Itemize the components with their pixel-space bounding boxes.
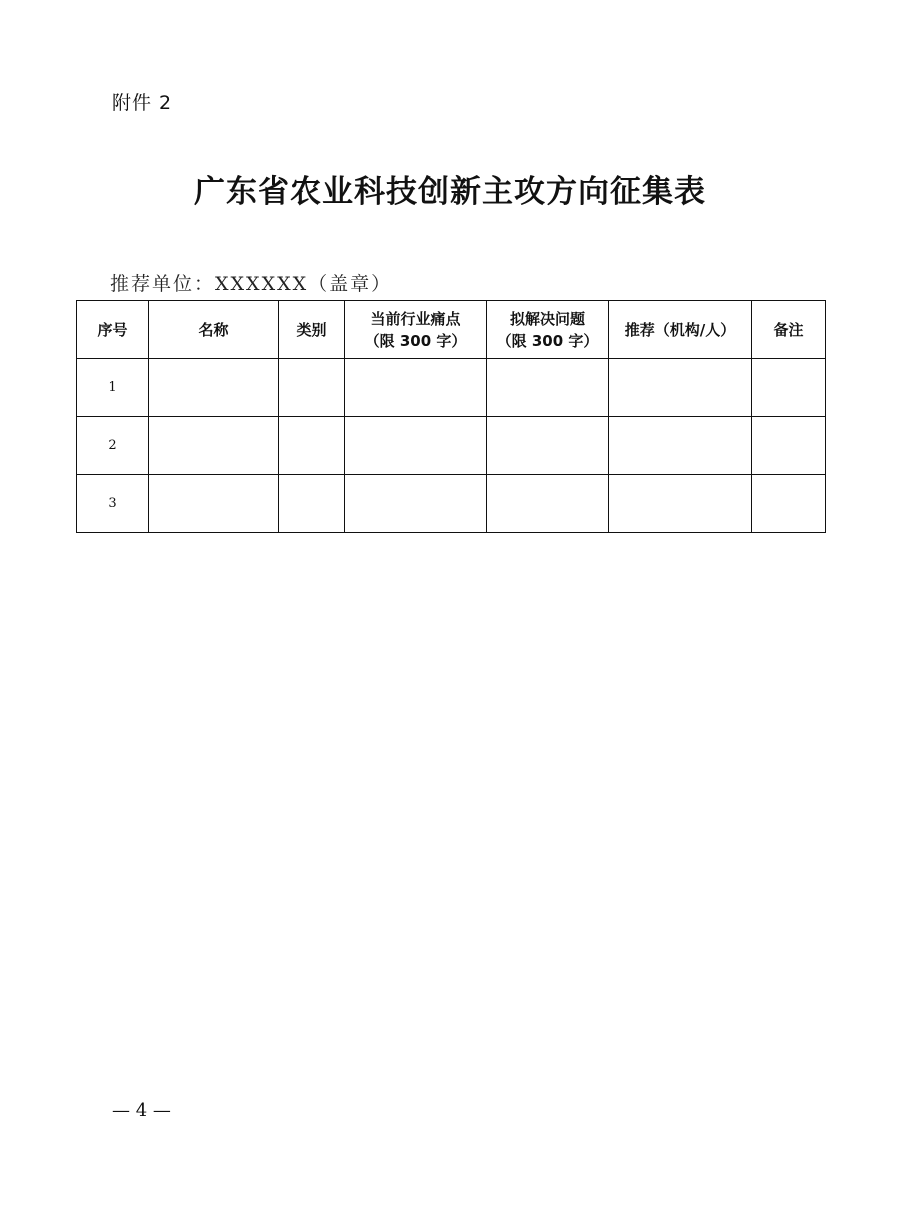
- header-recommender: 推荐（机构/人）: [609, 301, 752, 359]
- document-title: 广东省农业科技创新主攻方向征集表: [194, 174, 706, 210]
- cell-category[interactable]: [279, 417, 345, 475]
- cell-remarks[interactable]: [752, 359, 826, 417]
- header-pain-points: 当前行业痛点 （限 300 字）: [345, 301, 487, 359]
- cell-pain-points[interactable]: [345, 417, 487, 475]
- cell-problems[interactable]: [487, 475, 609, 533]
- page-number: — 4 —: [112, 1100, 171, 1121]
- table-header-row: [77, 301, 826, 359]
- table-row: [77, 359, 826, 417]
- cell-name[interactable]: [149, 417, 279, 475]
- cell-pain-points[interactable]: [345, 475, 487, 533]
- header-name: 名称: [149, 301, 279, 359]
- collection-form-table: [76, 300, 826, 533]
- recommend-unit-line: 推荐单位：XXXXXX（盖章）: [110, 273, 393, 295]
- cell-name[interactable]: [149, 359, 279, 417]
- table-row: [77, 475, 826, 533]
- header-seq: 序号: [77, 301, 149, 359]
- cell-recommender[interactable]: [609, 417, 752, 475]
- cell-name[interactable]: [149, 475, 279, 533]
- cell-recommender[interactable]: [609, 359, 752, 417]
- cell-recommender[interactable]: [609, 475, 752, 533]
- cell-category[interactable]: [279, 359, 345, 417]
- header-problems-to-solve: 拟解决问题 （限 300 字）: [487, 301, 609, 359]
- row-seq: 3: [77, 475, 149, 533]
- cell-remarks[interactable]: [752, 475, 826, 533]
- row-seq: 2: [77, 417, 149, 475]
- table-row: [77, 417, 826, 475]
- cell-category[interactable]: [279, 475, 345, 533]
- cell-problems[interactable]: [487, 359, 609, 417]
- cell-remarks[interactable]: [752, 417, 826, 475]
- attachment-label: 附件 2: [112, 92, 173, 114]
- cell-pain-points[interactable]: [345, 359, 487, 417]
- header-category: 类别: [279, 301, 345, 359]
- cell-problems[interactable]: [487, 417, 609, 475]
- header-remarks: 备注: [752, 301, 826, 359]
- row-seq: 1: [77, 359, 149, 417]
